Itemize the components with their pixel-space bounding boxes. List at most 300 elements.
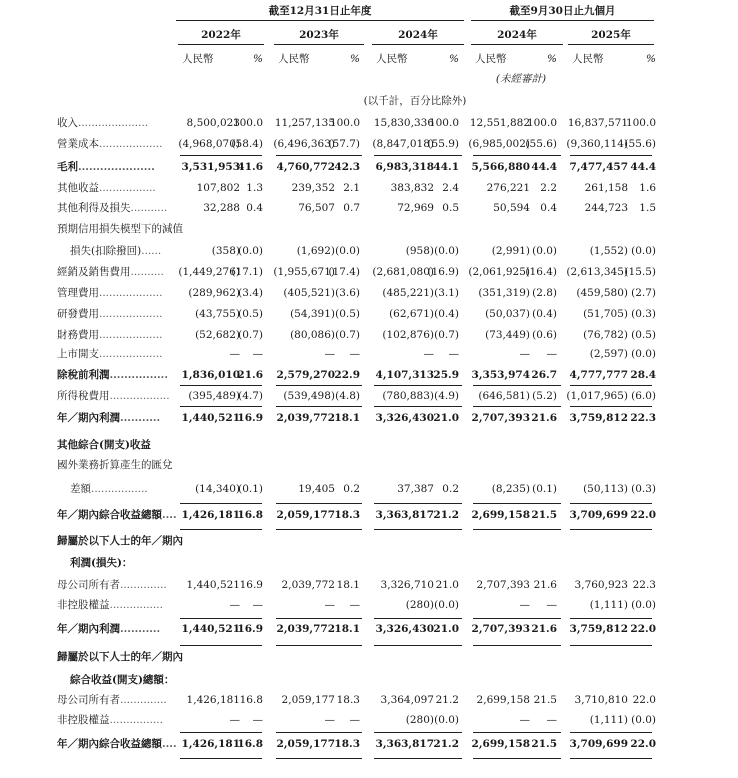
table-rule (276, 529, 362, 530)
table-rule (570, 155, 652, 156)
amount-cell: — (519, 348, 530, 360)
unit-note: (以千計，百分比除外) (363, 95, 467, 107)
percent-cell: (0.5) (631, 329, 656, 341)
amount-cell: (80,086) (290, 329, 335, 341)
unit-rmb-label: 人民幣 (278, 53, 310, 65)
table-rule (276, 758, 362, 759)
row-label-text: 歸屬於以下人士的年／期內 (57, 651, 183, 663)
row-label (70, 556, 132, 570)
amount-cell: 4,760,772 (276, 161, 335, 173)
unit-pct-label: % (253, 53, 263, 65)
table-rule (473, 155, 561, 156)
amount-cell: (1,552) (589, 245, 628, 257)
amount-cell: (14,340) (195, 483, 240, 495)
percent-cell: 22.0 (630, 509, 656, 521)
year-header: 2023年 (299, 29, 339, 41)
row-label-text: 歸屬於以下人士的年／期內 (57, 535, 183, 547)
amount-cell: 19,405 (298, 483, 335, 495)
row-label-text: 營業成本 (57, 138, 99, 150)
leader-dots: .... (162, 738, 177, 750)
percent-cell: (4.7) (238, 390, 263, 402)
amount-cell: 72,969 (397, 202, 434, 214)
amount-cell: 107,802 (196, 182, 240, 194)
table-rule (276, 503, 362, 504)
row-label-text: 其他綜合(開支)收益 (57, 439, 151, 451)
percent-cell: (0.0) (631, 245, 656, 257)
percent-cell: (0.5) (335, 308, 360, 320)
amount-cell: (50,113) (583, 483, 628, 495)
percent-cell: (0.0) (335, 245, 360, 257)
amount-cell: 2,699,158 (471, 738, 530, 750)
amount-cell: 2,059,177 (281, 694, 335, 706)
percent-cell: (0.7) (335, 329, 360, 341)
leader-dots: ........... (120, 412, 161, 424)
amount-cell: 239,352 (291, 182, 335, 194)
percent-cell: — (546, 599, 557, 611)
table-rule (374, 406, 462, 407)
percent-cell: (0.3) (631, 483, 656, 495)
amount-cell: (6,985,002) (468, 138, 530, 150)
percent-cell: 22.0 (630, 623, 656, 635)
amount-cell: 3,364,097 (380, 694, 434, 706)
table-rule (570, 618, 652, 619)
percent-cell: (16.9) (427, 266, 459, 278)
percent-cell: 44.4 (630, 161, 656, 173)
percent-cell: 21.6 (531, 412, 557, 424)
amount-cell: 3,709,699 (569, 738, 628, 750)
amount-cell: (102,876) (382, 329, 434, 341)
leader-dots: ................... (99, 329, 163, 341)
row-label-text: 管理費用 (57, 287, 99, 299)
amount-cell: 2,699,158 (476, 694, 530, 706)
row-label (57, 411, 160, 425)
percent-cell: — (252, 714, 263, 726)
table-rule (570, 406, 652, 407)
year-rule (471, 44, 563, 45)
percent-cell: 21.6 (237, 369, 263, 381)
amount-cell: (43,755) (195, 308, 240, 320)
percent-cell: 0.5 (442, 202, 459, 214)
percent-cell: (16.4) (525, 266, 557, 278)
percent-cell: (0.6) (532, 329, 557, 341)
row-label-text: 非控股權益 (57, 714, 110, 726)
leader-dots: .... (162, 509, 177, 521)
amount-cell: (1,692) (296, 245, 335, 257)
percent-cell: 18.3 (334, 738, 360, 750)
percent-cell: (0.0) (631, 714, 656, 726)
row-label (57, 598, 163, 612)
amount-cell: 3,531,953 (181, 161, 240, 173)
row-label (57, 116, 148, 130)
row-label (57, 286, 162, 300)
table-rule (473, 645, 561, 646)
amount-cell: (8,847,018) (372, 138, 434, 150)
row-label-text: 財務費用 (57, 329, 99, 341)
percent-cell: 22.0 (630, 738, 656, 750)
amount-cell: 3,709,699 (569, 509, 628, 521)
amount-cell: 261,158 (584, 182, 628, 194)
amount-cell: — (423, 348, 434, 360)
amount-cell: — (324, 599, 335, 611)
percent-cell: 18.1 (334, 412, 360, 424)
percent-cell: 22.3 (632, 579, 656, 591)
row-label (57, 622, 160, 636)
row-label (57, 328, 162, 342)
table-rule (473, 732, 561, 733)
percent-cell: 44.1 (433, 161, 459, 173)
amount-cell: (62,671) (389, 308, 434, 320)
percent-cell: 18.1 (334, 623, 360, 635)
amount-cell: 12,551,882 (469, 117, 530, 129)
amount-cell: 4,107,313 (375, 369, 434, 381)
percent-cell: 0.4 (540, 202, 557, 214)
amount-cell: (485,221) (382, 287, 434, 299)
row-label-text: 年／期內綜合收益總額 (57, 738, 162, 750)
percent-cell: 100.0 (625, 117, 656, 129)
percent-cell: 21.2 (435, 694, 459, 706)
percent-cell: — (349, 599, 360, 611)
percent-cell: 22.3 (630, 412, 656, 424)
row-label-text: 經銷及銷售費用 (57, 266, 131, 278)
table-rule (276, 155, 362, 156)
amount-cell: (2,613,345) (566, 266, 628, 278)
amount-cell: (539,498) (283, 390, 335, 402)
table-rule (473, 618, 561, 619)
unit-rmb-label: 人民幣 (182, 53, 214, 65)
percent-cell: 100.0 (232, 117, 263, 129)
row-label (70, 244, 161, 258)
percent-cell: (55.6) (525, 138, 557, 150)
amount-cell: 3,363,817 (375, 738, 434, 750)
percent-cell: (55.9) (427, 138, 459, 150)
percent-cell: (0.1) (532, 483, 557, 495)
amount-cell: 3,353,974 (471, 369, 530, 381)
amount-cell: (2,061,925) (468, 266, 530, 278)
amount-cell: 7,477,457 (569, 161, 628, 173)
amount-cell: 1,440,521 (181, 623, 240, 635)
leader-dots: ................... (99, 287, 163, 299)
percent-cell: 16.9 (239, 579, 263, 591)
table-rule (180, 385, 262, 386)
amount-cell: (50,037) (485, 308, 530, 320)
table-rule (180, 732, 262, 733)
amount-cell: 1,440,521 (186, 579, 240, 591)
percent-cell: 28.4 (630, 369, 656, 381)
table-rule (570, 645, 652, 646)
percent-cell: (0.0) (631, 348, 656, 360)
percent-cell: (0.0) (434, 245, 459, 257)
amount-cell: 32,288 (203, 202, 240, 214)
percent-cell: 2.1 (343, 182, 360, 194)
table-rule (374, 758, 462, 759)
leader-dots: ........... (130, 202, 168, 214)
percent-cell: (0.7) (238, 329, 263, 341)
percent-cell: 18.3 (334, 509, 360, 521)
row-label (57, 534, 183, 548)
table-rule (374, 618, 462, 619)
amount-cell: 276,221 (486, 182, 530, 194)
table-rule (473, 406, 561, 407)
table-rule (374, 155, 462, 156)
row-label (57, 137, 162, 151)
percent-cell: 21.0 (435, 579, 459, 591)
amount-cell: 1,426,181 (181, 509, 240, 521)
year-rule (274, 44, 364, 45)
percent-cell: 42.3 (334, 161, 360, 173)
percent-cell: (0.5) (238, 308, 263, 320)
amount-cell: 15,830,336 (373, 117, 434, 129)
amount-cell: 2,059,177 (276, 738, 335, 750)
amount-cell: 3,710,810 (574, 694, 628, 706)
unit-rmb-label: 人民幣 (572, 53, 604, 65)
amount-cell: 2,039,772 (281, 579, 335, 591)
amount-cell: (1,111) (589, 714, 628, 726)
year-header: 2022年 (201, 29, 241, 41)
percent-cell: 1.5 (639, 202, 656, 214)
annual-period-title: 截至12月31日止年度 (268, 5, 372, 17)
table-rule (276, 406, 362, 407)
leader-dots: .................. (109, 390, 170, 402)
percent-cell: 16.8 (237, 509, 263, 521)
amount-cell: (289,962) (188, 287, 240, 299)
row-label-text: 利潤(損失)： (70, 557, 133, 569)
percent-cell: (57.7) (328, 138, 360, 150)
amount-cell: 11,257,135 (274, 117, 335, 129)
percent-cell: (2.8) (532, 287, 557, 299)
unit-rmb-label: 人民幣 (475, 53, 507, 65)
table-rule (180, 155, 262, 156)
row-label (57, 438, 151, 452)
table-rule (473, 385, 561, 386)
row-label-text: 其他利得及損失 (57, 202, 131, 214)
row-label (57, 160, 155, 174)
leader-dots: ................ (109, 599, 163, 611)
row-label-text: 母公司所有者 (57, 694, 120, 706)
row-label-text: 國外業務折算產生的匯兌 (57, 459, 173, 471)
percent-cell: (0.4) (434, 308, 459, 320)
amount-cell: — (519, 714, 530, 726)
percent-cell: 0.2 (343, 483, 360, 495)
percent-cell: 100.0 (329, 117, 360, 129)
row-label-text: 年／期內綜合收益總額 (57, 509, 162, 521)
amount-cell: 2,699,158 (471, 509, 530, 521)
percent-cell: (0.0) (434, 599, 459, 611)
percent-cell: 16.9 (237, 623, 263, 635)
row-label-text: 上市開支 (57, 348, 99, 360)
percent-cell: 2.4 (442, 182, 459, 194)
amount-cell: (9,360,114) (566, 138, 628, 150)
amount-cell: (351,319) (478, 287, 530, 299)
leader-dots: ..................... (78, 161, 155, 173)
unit-rmb-label: 人民幣 (376, 53, 408, 65)
percent-cell: (0.7) (434, 329, 459, 341)
header-rule-interim (471, 20, 654, 21)
unit-pct-label: % (646, 53, 656, 65)
amount-cell: (8,235) (491, 483, 530, 495)
row-label-text: 除稅前利潤 (57, 369, 110, 381)
row-label (57, 578, 167, 592)
percent-cell: (0.0) (434, 714, 459, 726)
percent-cell: 21.5 (531, 509, 557, 521)
percent-cell: (3.6) (335, 287, 360, 299)
percent-cell: 0.4 (246, 202, 263, 214)
interim-period-title: 截至9月30日止九個月 (509, 5, 616, 17)
percent-cell: 44.4 (531, 161, 557, 173)
percent-cell: 16.9 (237, 412, 263, 424)
percent-cell: 16.8 (237, 738, 263, 750)
percent-cell: — (252, 348, 263, 360)
amount-cell: (1,955,671) (273, 266, 335, 278)
table-rule (374, 529, 462, 530)
percent-cell: — (448, 348, 459, 360)
percent-cell: (17.1) (231, 266, 263, 278)
row-label (57, 181, 156, 195)
amount-cell: (1,111) (589, 599, 628, 611)
amount-cell: 50,594 (493, 202, 530, 214)
percent-cell: 21.5 (533, 694, 557, 706)
percent-cell: 0.7 (343, 202, 360, 214)
percent-cell: 26.7 (531, 369, 557, 381)
percent-cell: 25.9 (433, 369, 459, 381)
amount-cell: — (229, 348, 240, 360)
amount-cell: 3,326,430 (375, 412, 434, 424)
percent-cell: 0.2 (442, 483, 459, 495)
year-header: 2024年 (497, 29, 537, 41)
amount-cell: (2,991) (491, 245, 530, 257)
row-label (57, 347, 162, 361)
leader-dots: .............. (120, 579, 167, 591)
row-label (57, 265, 164, 279)
header-rule-annual (176, 20, 464, 21)
table-rule (473, 503, 561, 504)
amount-cell: (51,705) (583, 308, 628, 320)
amount-cell: (73,449) (485, 329, 530, 341)
table-rule (276, 385, 362, 386)
percent-cell: (6.0) (631, 390, 656, 402)
percent-cell: (0.1) (238, 483, 263, 495)
leader-dots: ................ (109, 714, 163, 726)
row-label (57, 389, 170, 403)
percent-cell: (4.9) (434, 390, 459, 402)
row-label-text: 其他收益 (57, 182, 99, 194)
percent-cell: (0.4) (532, 308, 557, 320)
amount-cell: (1,017,965) (566, 390, 628, 402)
amount-cell: 76,507 (298, 202, 335, 214)
percent-cell: (0.0) (631, 599, 656, 611)
percent-cell: — (546, 714, 557, 726)
amount-cell: (1,449,276) (178, 266, 240, 278)
percent-cell: 1.3 (246, 182, 263, 194)
unit-pct-label: % (547, 53, 557, 65)
amount-cell: 8,500,023 (186, 117, 240, 129)
percent-cell: 21.0 (433, 623, 459, 635)
amount-cell: (405,521) (283, 287, 335, 299)
row-label (57, 693, 167, 707)
row-label-text: 預期信用損失模型下的減值 (57, 223, 183, 235)
amount-cell: — (324, 348, 335, 360)
amount-cell: (280) (405, 599, 434, 611)
percent-cell: — (349, 348, 360, 360)
percent-cell: 21.2 (433, 509, 459, 521)
row-label (57, 222, 183, 236)
row-label (57, 368, 168, 382)
percent-cell: (5.2) (532, 390, 557, 402)
amount-cell: (2,597) (589, 348, 628, 360)
table-rule (374, 385, 462, 386)
amount-cell: (958) (405, 245, 434, 257)
amount-cell: 2,039,772 (276, 412, 335, 424)
table-rule (570, 385, 652, 386)
leader-dots: ................. (99, 182, 156, 194)
amount-cell: 2,707,393 (476, 579, 530, 591)
table-rule (570, 503, 652, 504)
amount-cell: 383,832 (390, 182, 434, 194)
table-rule (180, 758, 262, 759)
amount-cell: 2,579,270 (276, 369, 335, 381)
amount-cell: 1,440,521 (181, 412, 240, 424)
leader-dots: ........... (120, 623, 161, 635)
leader-dots: ................. (91, 483, 148, 495)
percent-cell: (0.0) (532, 245, 557, 257)
amount-cell: 2,707,393 (471, 623, 530, 635)
table-rule (180, 645, 262, 646)
table-rule (570, 758, 652, 759)
percent-cell: 21.5 (531, 738, 557, 750)
amount-cell: 37,387 (397, 483, 434, 495)
table-rule (374, 645, 462, 646)
amount-cell: (395,489) (188, 390, 240, 402)
table-rule (570, 732, 652, 733)
row-label-text: 差額 (70, 483, 91, 495)
row-label (57, 737, 177, 751)
amount-cell: (646,581) (478, 390, 530, 402)
row-label-text: 母公司所有者 (57, 579, 120, 591)
amount-cell: (2,681,080) (372, 266, 434, 278)
amount-cell: 16,837,571 (567, 117, 628, 129)
percent-cell: 2.2 (540, 182, 557, 194)
table-rule (374, 503, 462, 504)
percent-cell: 41.6 (237, 161, 263, 173)
amount-cell: 3,759,812 (569, 623, 628, 635)
percent-cell: 22.9 (334, 369, 360, 381)
row-label-text: 收入 (57, 117, 78, 129)
leader-dots: ................... (99, 348, 163, 360)
row-label-text: 損失(扣除撥回) (70, 245, 142, 257)
row-label (70, 482, 148, 496)
amount-cell: (780,883) (382, 390, 434, 402)
amount-cell: 1,426,181 (186, 694, 240, 706)
amount-cell: 6,983,318 (375, 161, 434, 173)
table-rule (180, 618, 262, 619)
percent-cell: 18.3 (336, 694, 360, 706)
percent-cell: (0.0) (238, 245, 263, 257)
amount-cell: 3,326,710 (380, 579, 434, 591)
year-rule (178, 44, 264, 45)
percent-cell: 21.6 (531, 623, 557, 635)
table-rule (180, 529, 262, 530)
row-label-text: 毛利 (57, 161, 78, 173)
amount-cell: 244,723 (584, 202, 628, 214)
row-label (70, 673, 174, 687)
leader-dots: ................... (99, 138, 163, 150)
percent-cell: (3.1) (434, 287, 459, 299)
table-rule (374, 732, 462, 733)
row-label (57, 201, 167, 215)
row-label-text: 研發費用 (57, 308, 99, 320)
row-label (57, 713, 163, 727)
leader-dots: ..................... (78, 117, 149, 129)
amount-cell: 1,426,181 (181, 738, 240, 750)
